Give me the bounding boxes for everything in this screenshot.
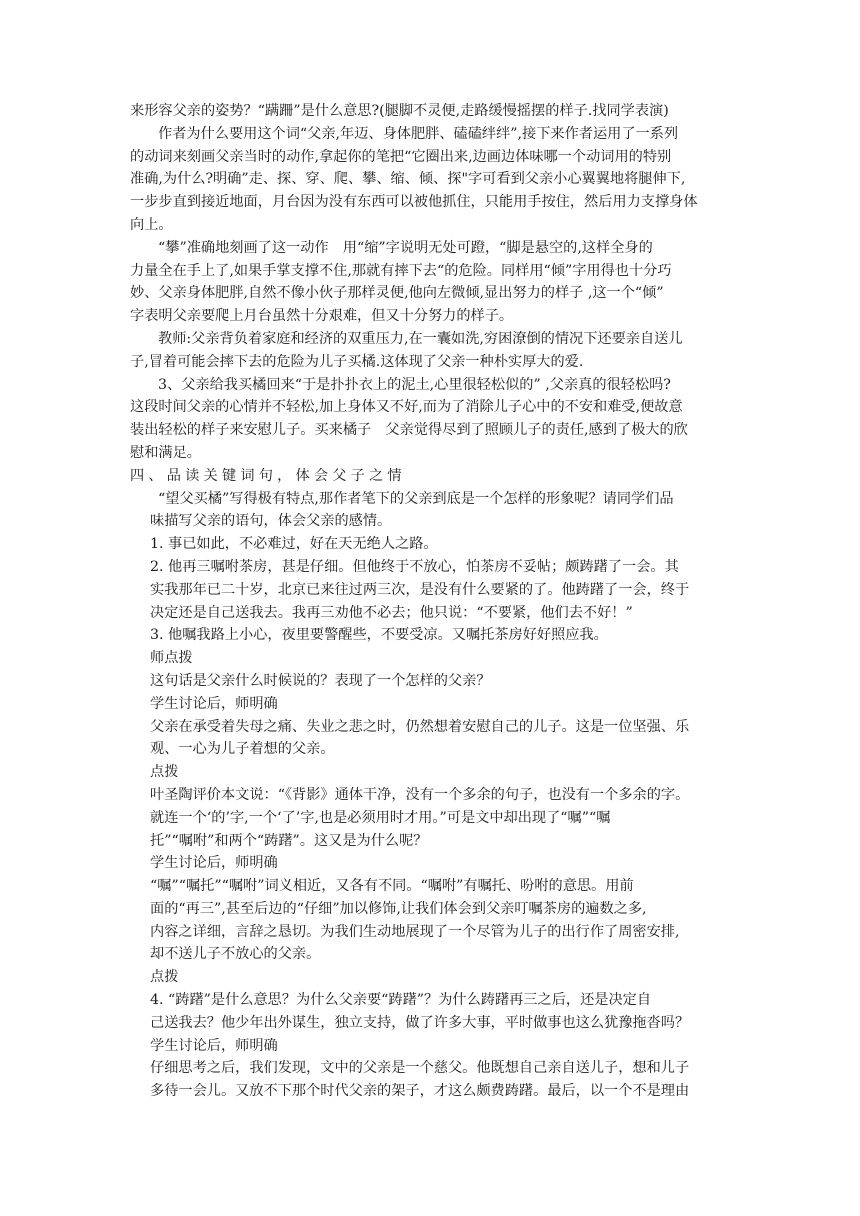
text-line: 点拨 [150,969,179,986]
text-line: 准确,为什么?明确”走、探、穿、爬、攀、缩、倾、探"字可看到父亲小心翼翼地将腿伸下, [130,171,686,188]
text-line: 慰和满足。 [130,444,201,461]
text-line: 一步步直到接近地面，月台因为没有东西可以被他抓住，只能用手按住，然后用力支撑身体 [130,194,698,211]
text-line: 力量全在手上了,如果手掌支撑不住,那就有摔下去“的危险。同样用“倾”字用得也十分巧 [130,262,672,279]
text-line: 却不送儿子不放心的父亲。 [150,946,321,963]
text-line: 的动词来刻画父亲当时的动作,拿起你的笔把“它圈出来,边画边体味哪一个动词用的特别 [130,148,672,165]
text-line: 点拨 [150,764,179,781]
section-heading: 四、品读关键词句，体会父子之情 [130,467,406,484]
text-line: “嘱”“嘱托”“嘱咐”词义相近，又各有不同。“嘱咐”有嘱托、吩咐的意思。用前 [150,878,634,895]
text-line: 味描写父亲的语句，体会父亲的感情。 [150,513,392,530]
text-line: 3、父亲给我买橘回来“于是扑扑衣上的泥土,心里很轻松似的” ,父亲真的很轻松吗? [158,376,671,393]
text-line: 字表明父亲要爬上月台虽然十分艰难，但又十分努力的样子。 [130,308,514,325]
text-line: 2. 他再三嘱咐茶房，甚是仔细。但他终于不放心，怕茶房不妥帖；颇踌躇了一会。其 [150,558,679,575]
text-line: 学生讨论后，师明确 [150,855,278,872]
text-line: 这段时间父亲的心情并不轻松,加上身体又不好,而为了消除儿子心中的不安和难受,便故意 [130,399,683,416]
text-line: 子,冒着可能会摔下去的危险为儿子买橘.这体现了父亲一种朴实厚大的爱. [130,353,584,370]
text-line: 1. 事已如此，不必难过，好在天无绝人之路。 [150,536,438,553]
text-line: 4. “踌躇”是什么意思？为什么父亲要“踌躇”？为什么踌躇再三之后，还是决定自 [150,992,652,1009]
text-line: 己送我去？他少年出外谋生，独立支持，做了许多大事，平时做事也这么犹豫拖沓吗？ [150,1014,690,1031]
text-line: 观、一心为儿子着想的父亲。 [150,741,335,758]
text-line: 父亲在承受着失母之痛、失业之悲之时，仍然想着安慰自己的儿子。这是一位坚强、乐 [150,718,690,735]
text-line: 装出轻松的样子来安慰儿子。买来橘子 父亲觉得尽到了照顾儿子的责任,感到了极大的欣 [130,422,688,439]
text-line: 师点拨 [150,650,193,667]
text-line: 3. 他嘱我路上小心，夜里要警醒些，不要受凉。又嘱托茶房好好照应我。 [150,627,608,644]
text-line: 教师:父亲背负着家庭和经济的双重压力,在一囊如洗,穷困潦倒的情况下还要亲自送儿 [158,330,683,347]
text-line: 面的“再三”,甚至后边的“仔细”加以修饰,让我们体会到父亲叮嘱茶房的遍数之多, [150,900,647,917]
text-line: 多待一会儿。又放不下那个时代父亲的架子，才这么颇费踌躇。最后，以一个不是理由 [150,1083,690,1100]
text-line: 仔细思考之后，我们发现，文中的父亲是一个慈父。他既想自己亲自送儿子，想和儿子 [150,1060,690,1077]
text-line: 实我那年已二十岁，北京已来往过两三次，是没有什么要紧的了。他踌躇了一会，终于 [150,581,690,598]
text-line: 来形容父亲的姿势？“蹒跚”是什么意思?(腿脚不灵便,走路缓慢摇摆的样子.找同学表演) [130,103,669,119]
text-line: 就连一个‘的’字,一个‘了’字,也是必须用时才用。”可是文中却出现了“嘱”“嘱 [150,809,611,826]
text-line: 学生讨论后，师明确 [150,695,278,712]
text-line: 作者为什么要用这个词“父亲,年迈、身体肥胖、磕磕绊绊”,接下来作者运用了一系列 [158,125,679,142]
text-line: 决定还是自己送我去。我再三劝他不必去；他只说：“不要紧，他们去不好！” [150,604,633,621]
text-line: 托”“嘱咐”和两个“踌躇”。这又是为什么呢？ [150,832,428,849]
text-line: 叶圣陶评价本文说：“《背影》通体干净，没有一个多余的句子，也没有一个多余的字。 [150,786,690,803]
text-line: “望父买橘”写得极有特点,那作者笔下的父亲到底是一个怎样的形象呢？请同学们品 [158,490,674,507]
text-line: 内容之详细，言辞之恳切。为我们生动地展现了一个尽管为儿子的出行作了周密安排, [150,923,680,940]
text-line: 向上。 [130,216,173,233]
text-line: “攀”准确地刻画了这一动作 用“缩”字说明无处可蹬，“脚是悬空的,这样全身的 [158,239,653,256]
text-line: 这句话是父亲什么时候说的？表现了一个怎样的父亲？ [150,672,491,689]
text-line: 学生讨论后，师明确 [150,1037,278,1054]
text-line: 妙、父亲身体肥胖,自然不像小伙子那样灵便,他向左微倾,显出努力的样子 ,这一个“倾” [130,285,664,302]
document-page [130,100,742,1103]
